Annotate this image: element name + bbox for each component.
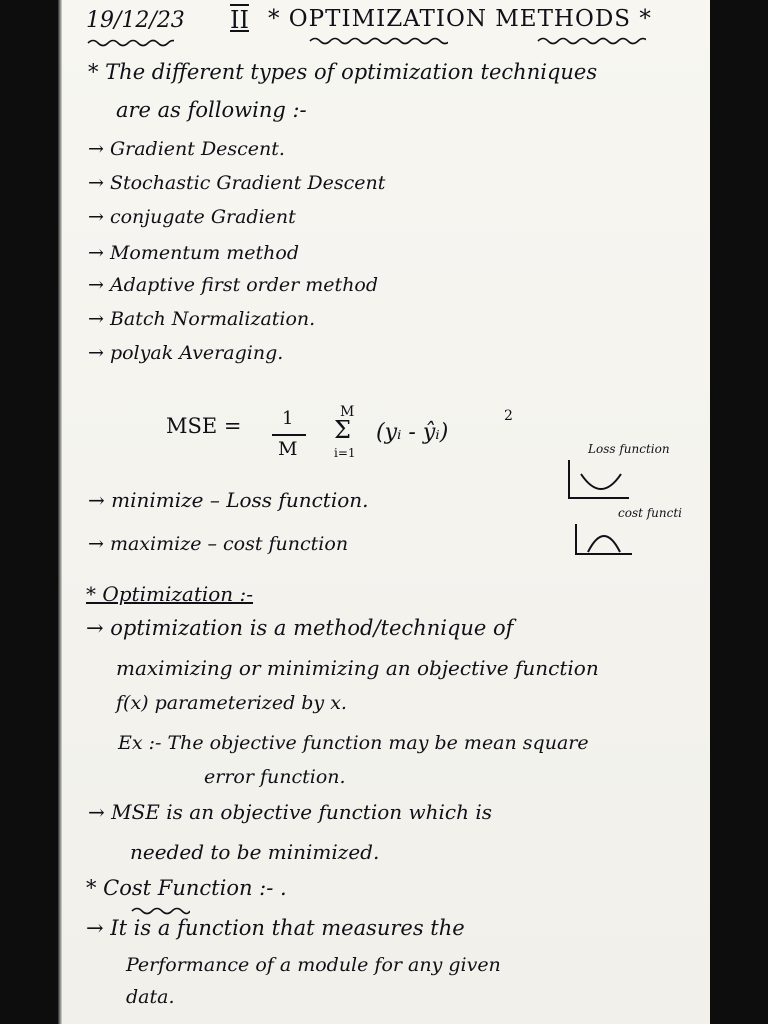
cost-heading-underline [130, 906, 190, 916]
formula-exponent: 2 [504, 408, 513, 424]
loss-graph-label: Loss function [588, 442, 670, 456]
cost-function-heading: * Cost Function :- . [86, 876, 287, 900]
technique-item: → Batch Normalization. [88, 308, 316, 330]
loss-function-graph [563, 456, 633, 504]
page-title: * OPTIMIZATION METHODS * [268, 6, 652, 32]
objective-maximize: → maximize – cost function [88, 533, 349, 555]
cost-function-line: → It is a function that measures the [86, 916, 465, 940]
fraction-bar [272, 434, 306, 436]
formula-body: (yᵢ - ŷᵢ) [376, 420, 449, 445]
optimization-heading: * Optimization :- [86, 582, 254, 606]
title-underline [308, 36, 448, 46]
title-underline-2 [536, 36, 646, 46]
optimization-line: maximizing or minimizing an objective function [116, 656, 599, 680]
intro-line-1: * The different types of optimization techniques [88, 60, 598, 84]
formula-numerator: 1 [282, 408, 294, 429]
technique-item: → Stochastic Gradient Descent [88, 172, 386, 194]
technique-item: → Adaptive first order method [88, 274, 379, 296]
sum-upper-limit: M [340, 404, 355, 420]
cost-function-line: data. [126, 986, 175, 1008]
example-line-1: Ex :- The objective function may be mean square [118, 732, 589, 754]
intro-line-2: are as following :- [116, 98, 307, 122]
technique-item: → Gradient Descent. [88, 138, 285, 160]
cost-graph-label: cost functi [618, 506, 683, 520]
formula-lhs: MSE = [166, 414, 242, 438]
technique-item: → conjugate Gradient [88, 206, 296, 228]
cost-function-line: Performance of a module for any given [126, 954, 501, 976]
sum-symbol: Σ [334, 416, 351, 444]
header-section: II [230, 6, 249, 34]
technique-item: → Momentum method [88, 242, 300, 264]
notebook-page [58, 0, 710, 1024]
sum-lower-limit: i=1 [334, 446, 356, 460]
optimization-line: → optimization is a method/technique of [86, 616, 514, 640]
page-binding-edge [58, 0, 62, 1024]
formula-denominator: M [278, 438, 298, 460]
example-line-2: error function. [204, 766, 346, 788]
mse-line-1: → MSE is an objective function which is [88, 800, 493, 824]
header-date: 19/12/23 [86, 8, 185, 33]
mse-line-2: needed to be minimized. [130, 840, 380, 864]
optimization-line: f(x) parameterized by x. [116, 692, 347, 714]
date-underline [86, 38, 174, 48]
technique-item: → polyak Averaging. [88, 342, 284, 364]
objective-minimize: → minimize – Loss function. [88, 488, 369, 512]
cost-function-graph [570, 520, 640, 560]
